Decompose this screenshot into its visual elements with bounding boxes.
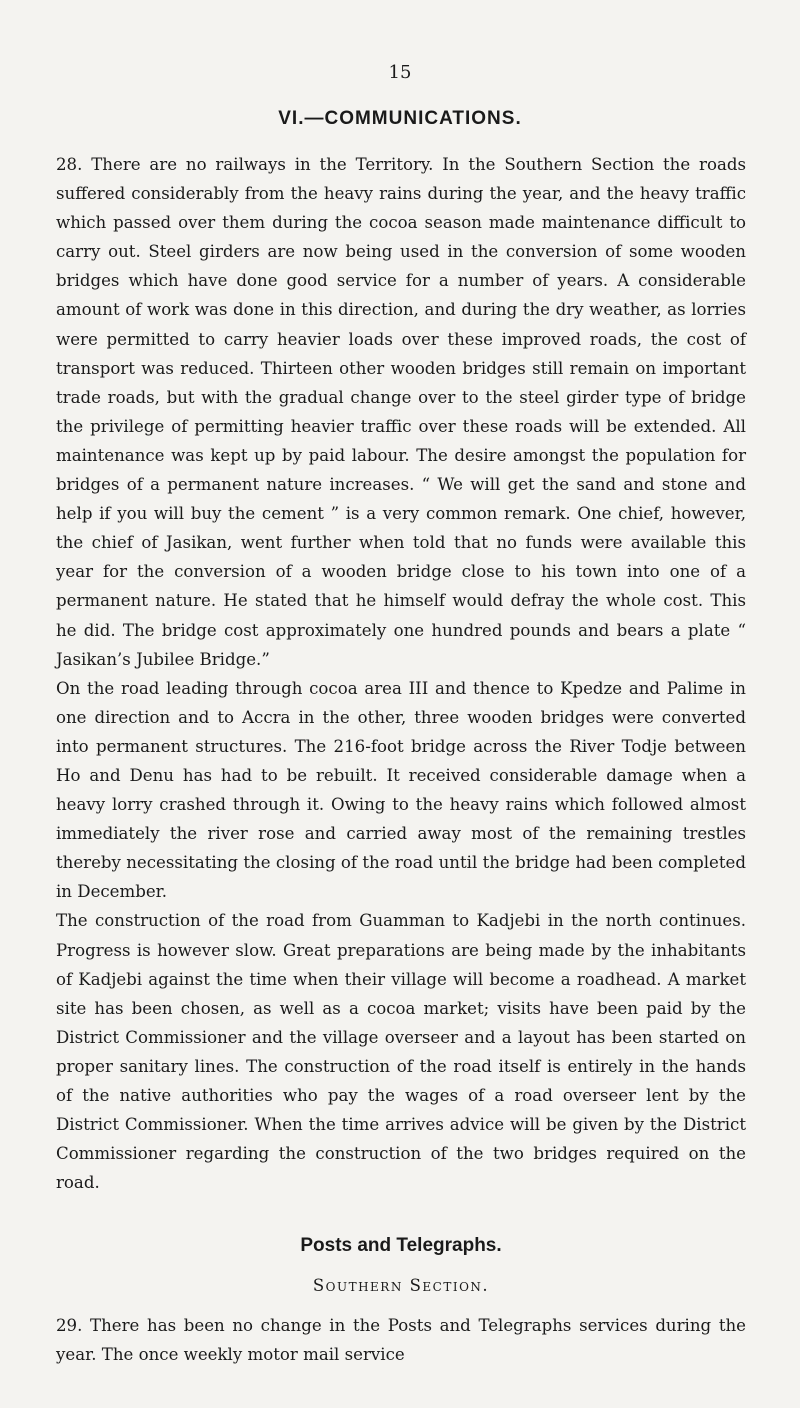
southern-section-heading: Southern Section. (312, 1276, 490, 1296)
page-number: 15 (388, 62, 412, 83)
paragraph-29: 29. There has been no change in the Posts and Telegraphs services during the year. The once weekly motor mail service (56, 1316, 746, 1365)
document-body (56, 150, 746, 1370)
section-title: VI.—COMMUNICATIONS. (278, 108, 522, 129)
paragraph-28: 28. There are no railways in the Territory. In the Southern Section the roads suffered considerably from the heavy rains during the year, and the heavy traffic which passed over them during the cocoa season made maintenance difficult to carry out. Steel girders are now being used in the conversion of some wooden bridges which have done good service for a number of years. A considerable amount of work was done in this direction, and during the dry weather, as lorries were permitted to carry heavier loads over these improved roads, the cost of transport was reduced. Thirteen other wooden bridges still remain on important trade roads, but with the gradual change over to the steel girder type of bridge the privilege of permitting heavier traffic over these roads will be extended. All maintenance was kept up by paid labour. The desire amongst the population for bridges of a permanent nature increases. “ We will get the sand and stone and help if you will buy the cement ” is a very common remark. One chief, however, the chief of Jasikan, went further when told that no funds were available this year for the conversion of a wooden bridge close to his town into one of a permanent nature. He stated that he himself would defray the whole cost. This he did. The bridge cost approximately one hundred pounds and bears a plate “ Jasikan’s Jubilee Bridge.” (56, 155, 746, 669)
posts-telegraphs-heading: Posts and Telegraphs. (300, 1235, 502, 1257)
paragraph-kpedze: On the road leading through cocoa area III and thence to Kpedze and Palime in one direction and to Accra in the other, three wooden bridges were converted into permanent structures. The 216-foot bridge across the River Todje between Ho and Denu has had to be rebuilt. It received considerable damage when a heavy lorry crashed through it. Owing to the heavy rains which followed almost immediately the river rose and carried away most of the remaining trestles thereby necessitating the closing of the road until the bridge had been completed in December. (56, 678, 746, 902)
paragraph-guamman: The construction of the road from Guamman to Kadjebi in the north continues. Progress is however slow. Great preparations are being made by the inhabitants of Kadjebi against the time when their village will become a roadhead. A market site has been chosen, as well as a cocoa market; visits have been paid by the District Commissioner and the village overseer and a layout has been started on proper sanitary lines. The construction of the road itself is entirely in the hands of the native authorities who pay the wages of a road overseer lent by the District Commissioner. When the time arrives advice will be given by the District Commissioner regarding the construction of the two bridges required on the road. (56, 911, 746, 1193)
